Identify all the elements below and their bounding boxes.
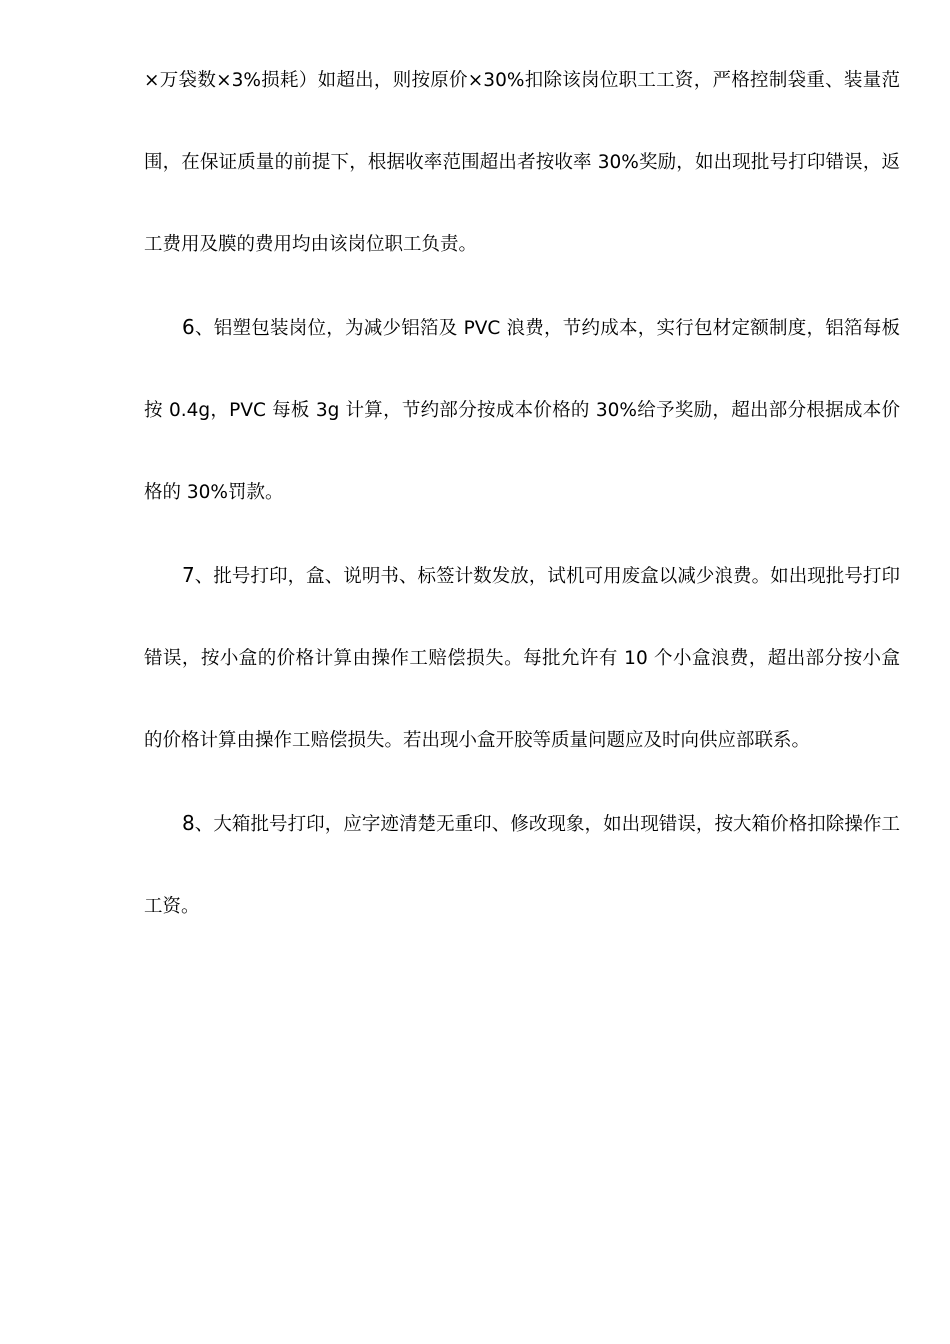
paragraph-text: ×万袋数×3%损耗）如超出，则按原价×30%扣除该岗位职工工资，严格控制袋重、装量范围，在保证质量的前提下，根据收率范围超出者按收率 30%奖励，如出现批号打印错误，返工费用及膜的费用均由该岗位职工负责。	[144, 70, 900, 255]
paragraph-continuation	[144, 40, 900, 286]
paragraph-text: 、铝塑包装岗位，为减少铝箔及 PVC 浪费，节约成本，实行包材定额制度，铝箔每板按 0.4g，PVC 每板 3g 计算，节约部分按成本价格的 30%给予奖励，超出部分根据成本价格的 30%罚款。	[144, 318, 900, 503]
paragraph-item-8	[144, 782, 900, 948]
paragraph-item-6	[144, 286, 900, 534]
paragraph-number: 6	[182, 315, 195, 339]
paragraph-number: 7	[182, 563, 195, 587]
paragraph-text: 、批号打印，盒、说明书、标签计数发放，试机可用废盒以减少浪费。如出现批号打印错误，按小盒的价格计算由操作工赔偿损失。每批允许有 10 个小盒浪费，超出部分按小盒的价格计算由操作工赔偿损失。若出现小盒开胶等质量问题应及时向供应部联系。	[144, 566, 900, 751]
paragraph-number: 8	[182, 811, 195, 835]
paragraph-item-7	[144, 534, 900, 782]
document-body	[144, 40, 900, 948]
paragraph-text: 、大箱批号打印，应字迹清楚无重印、修改现象，如出现错误，按大箱价格扣除操作工工资。	[144, 814, 900, 917]
